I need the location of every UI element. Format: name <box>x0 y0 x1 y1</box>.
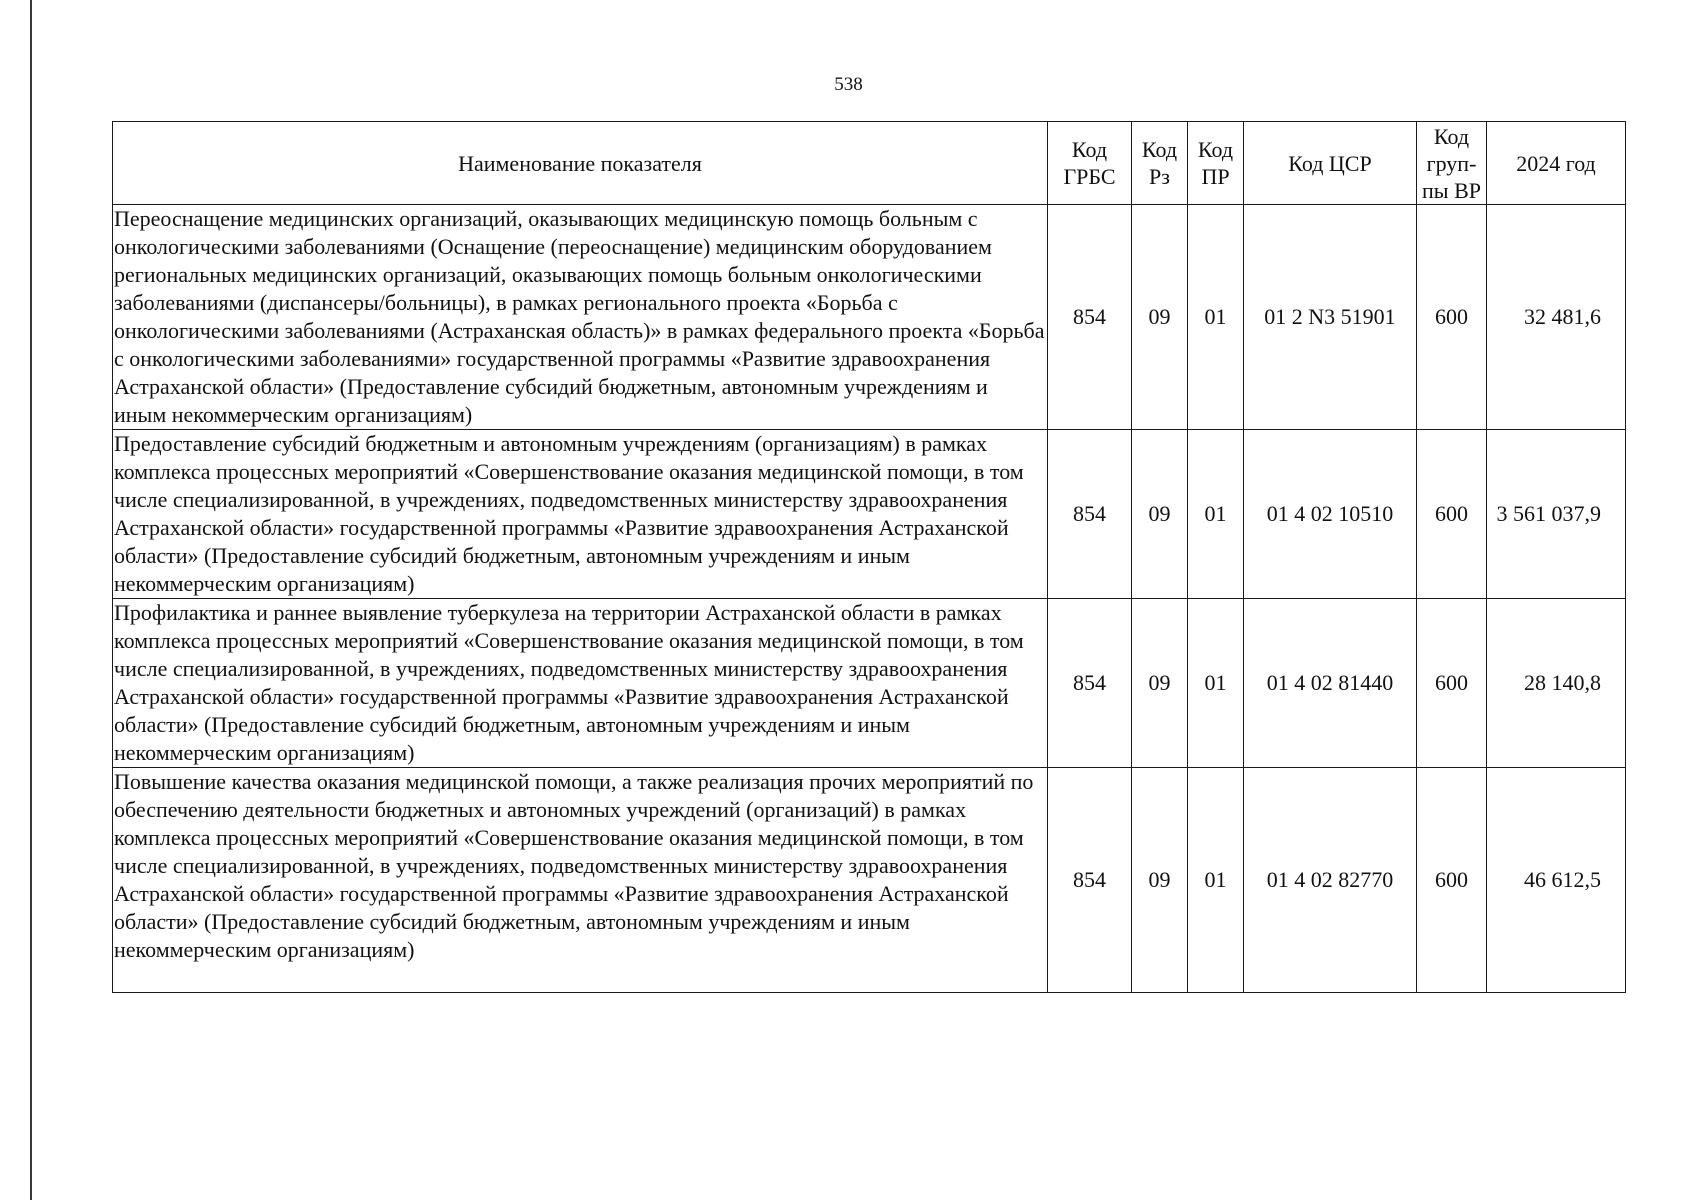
cell-pr: 01 <box>1188 205 1244 430</box>
header-vr: Код груп-пы ВР <box>1417 122 1487 205</box>
cell-name: Повышение качества оказания медицинской помощи, а также реализация прочих мероприятий по обеспечению деятельности бюджетных и автономных учреждений (организаций) в рамках комплекса процессных мероприятий «Совершенствование оказания медицинской помощи, в том числе специализированной, в учреждениях, подведомственных министерству здравоохранения Астраханской области» государственной программы «Развитие здравоохранения Астраханской области» (Предоставление субсидий бюджетным, автономным учреждениям и иным некоммерческим организациям) <box>113 768 1048 993</box>
cell-csr: 01 4 02 82770 <box>1244 768 1417 993</box>
header-year: 2024 год <box>1487 122 1626 205</box>
table-row <box>113 768 1626 993</box>
header-pr: Код ПР <box>1188 122 1244 205</box>
cell-vr: 600 <box>1417 768 1487 993</box>
cell-rz: 09 <box>1132 768 1188 993</box>
cell-amount: 3 561 037,9 <box>1487 430 1626 599</box>
cell-amount: 28 140,8 <box>1487 599 1626 768</box>
header-grbs: Код ГРБС <box>1048 122 1132 205</box>
cell-vr: 600 <box>1417 599 1487 768</box>
page-number: 538 <box>834 74 863 95</box>
cell-csr: 01 4 02 10510 <box>1244 430 1417 599</box>
scan-left-edge <box>30 0 32 1200</box>
cell-grbs: 854 <box>1048 430 1132 599</box>
table-row <box>113 430 1626 599</box>
cell-pr: 01 <box>1188 768 1244 993</box>
cell-grbs: 854 <box>1048 768 1132 993</box>
cell-csr: 01 2 N3 51901 <box>1244 205 1417 430</box>
cell-csr: 01 4 02 81440 <box>1244 599 1417 768</box>
cell-rz: 09 <box>1132 205 1188 430</box>
budget-table <box>112 121 1626 993</box>
table-header-row <box>113 122 1626 205</box>
cell-name: Предоставление субсидий бюджетным и автономным учреждениям (организациям) в рамках комплекса процессных мероприятий «Совершенствование оказания медицинской помощи, в том числе специализированной, в учреждениях, подведомственных министерству здравоохранения Астраханской области» государственной программы «Развитие здравоохранения Астраханской области» (Предоставление субсидий бюджетным, автономным учреждениям и иным некоммерческим организациям) <box>113 430 1048 599</box>
cell-amount: 32 481,6 <box>1487 205 1626 430</box>
cell-vr: 600 <box>1417 430 1487 599</box>
table-row <box>113 205 1626 430</box>
cell-amount: 46 612,5 <box>1487 768 1626 993</box>
cell-vr: 600 <box>1417 205 1487 430</box>
cell-grbs: 854 <box>1048 599 1132 768</box>
cell-pr: 01 <box>1188 430 1244 599</box>
cell-name: Переоснащение медицинских организаций, оказывающих медицинскую помощь больным с онкологическими заболеваниями (Оснащение (переоснащение) медицинским оборудованием региональных медицинских организаций, оказывающих помощь больным онкологическими заболеваниями (диспансеры/больницы), в рамках регионального проекта «Борьба с онкологическими заболеваниями (Астраханская область)» в рамках федерального проекта «Борьба с онкологическими заболеваниями» государственной программы «Развитие здравоохранения Астраханской области» (Предоставление субсидий бюджетным, автономным учреждениям и иным некоммерческим организациям) <box>113 205 1048 430</box>
header-rz: Код Рз <box>1132 122 1188 205</box>
cell-rz: 09 <box>1132 599 1188 768</box>
cell-grbs: 854 <box>1048 205 1132 430</box>
header-csr: Код ЦСР <box>1244 122 1417 205</box>
header-name: Наименование показателя <box>113 122 1048 205</box>
table-row <box>113 599 1626 768</box>
cell-pr: 01 <box>1188 599 1244 768</box>
cell-rz: 09 <box>1132 430 1188 599</box>
cell-name: Профилактика и раннее выявление туберкулеза на территории Астраханской области в рамках комплекса процессных мероприятий «Совершенствование оказания медицинской помощи, в том числе специализированной, в учреждениях, подведомственных министерству здравоохранения Астраханской области» государственной программы «Развитие здравоохранения Астраханской области» (Предоставление субсидий бюджетным, автономным учреждениям и иным некоммерческим организациям) <box>113 599 1048 768</box>
